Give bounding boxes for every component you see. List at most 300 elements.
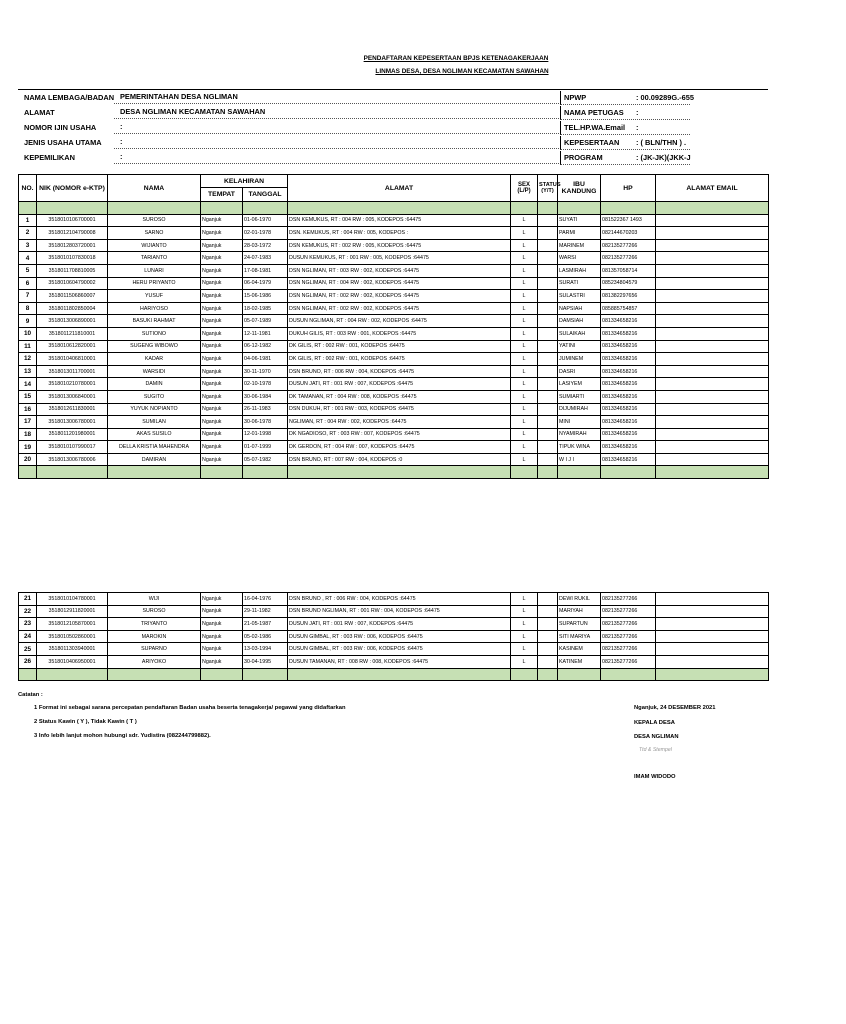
mother-cell: WARSI bbox=[558, 252, 601, 265]
birthplace-cell: Nganjuk bbox=[201, 441, 243, 454]
col-alamat: ALAMAT bbox=[288, 175, 511, 202]
email-cell bbox=[656, 214, 769, 227]
member-table bbox=[18, 174, 769, 479]
birthplace-cell: Nganjuk bbox=[201, 605, 243, 618]
birthplace-cell: Nganjuk bbox=[201, 302, 243, 315]
nik-cell: 3518013006890001 bbox=[37, 315, 108, 328]
sex-cell: L bbox=[511, 643, 538, 656]
mother-cell: MARIYAH bbox=[558, 605, 601, 618]
phone-cell: 081334658216 bbox=[601, 340, 656, 353]
table-row bbox=[19, 302, 769, 315]
phone-cell: 082135277266 bbox=[601, 643, 656, 656]
name-cell: SUTIONO bbox=[108, 327, 201, 340]
col-sex: SEX (L/P) bbox=[511, 175, 538, 202]
table-row bbox=[19, 428, 769, 441]
email-cell bbox=[656, 227, 769, 240]
table-row bbox=[19, 441, 769, 454]
birthplace-cell: Nganjuk bbox=[201, 214, 243, 227]
email-cell bbox=[656, 302, 769, 315]
phone-cell: 081334658216 bbox=[601, 453, 656, 466]
status-cell bbox=[538, 315, 558, 328]
header-value: DESA NGLIMAN KECAMATAN SAWAHAN bbox=[114, 107, 559, 119]
email-cell bbox=[656, 378, 769, 391]
address-cell: DK GILIS, RT : 002 RW : 001, KODEPOS :64475 bbox=[288, 340, 511, 353]
sex-cell: L bbox=[511, 214, 538, 227]
mother-cell: MARINEM bbox=[558, 239, 601, 252]
birthplace-cell: Nganjuk bbox=[201, 290, 243, 303]
sex-cell: L bbox=[511, 378, 538, 391]
signature-place-date: Nganjuk, 24 DESEMBER 2021 bbox=[634, 705, 716, 711]
email-cell bbox=[656, 327, 769, 340]
email-cell bbox=[656, 453, 769, 466]
phone-cell: 082144670203 bbox=[601, 227, 656, 240]
nik-cell: 3518011708810005 bbox=[37, 264, 108, 277]
address-cell: DSN KEMUKUS, RT : 002 RW : 005, KODEPOS :64475 bbox=[288, 239, 511, 252]
signature-title: KEPALA DESA bbox=[634, 720, 675, 726]
member-table-continued bbox=[18, 592, 769, 681]
header-right-label: KEPESERTAAN bbox=[560, 136, 690, 150]
table-footer-band bbox=[19, 668, 769, 681]
address-cell: DK TAMANAN, RT : 004 RW : 008, KODEPOS :64475 bbox=[288, 390, 511, 403]
table-row bbox=[19, 227, 769, 240]
mother-cell: YATINI bbox=[558, 340, 601, 353]
birthplace-cell: Nganjuk bbox=[201, 239, 243, 252]
col-kelahiran: KELAHIRAN bbox=[201, 175, 288, 188]
table-row bbox=[19, 277, 769, 290]
mother-cell: NYAMIRAH bbox=[558, 428, 601, 441]
phone-cell: 081334658216 bbox=[601, 390, 656, 403]
table-row bbox=[19, 390, 769, 403]
sex-cell: L bbox=[511, 252, 538, 265]
birthdate-cell: 17-08-1981 bbox=[243, 264, 288, 277]
mother-cell: NAPSIAH bbox=[558, 302, 601, 315]
row-no: 18 bbox=[19, 428, 37, 441]
status-cell bbox=[538, 252, 558, 265]
nik-cell: 3518013006840001 bbox=[37, 390, 108, 403]
mother-cell: MINI bbox=[558, 416, 601, 429]
col-tanggal: TANGGAL bbox=[243, 188, 288, 202]
birthdate-cell: 01-06-1970 bbox=[243, 214, 288, 227]
name-cell: SUMILAN bbox=[108, 416, 201, 429]
nik-cell: 3518010612820001 bbox=[37, 340, 108, 353]
birthplace-cell: Nganjuk bbox=[201, 365, 243, 378]
address-cell: DUSUN TAMANAN, RT : 008 RW : 008, KODEPOS :64475 bbox=[288, 655, 511, 668]
phone-cell: 081334658216 bbox=[601, 428, 656, 441]
row-no: 21 bbox=[19, 593, 37, 606]
name-cell: SUGITO bbox=[108, 390, 201, 403]
email-cell bbox=[656, 252, 769, 265]
sex-cell: L bbox=[511, 403, 538, 416]
birthplace-cell: Nganjuk bbox=[201, 416, 243, 429]
status-cell bbox=[538, 227, 558, 240]
nik-cell: 3518010502860001 bbox=[37, 630, 108, 643]
header-value: : bbox=[114, 137, 559, 149]
nik-cell: 3518013011700001 bbox=[37, 365, 108, 378]
mother-cell: KASINEM bbox=[558, 643, 601, 656]
address-cell: DUSUN NGLIMAN, RT : 004 RW : 002, KODEPOS :64475 bbox=[288, 315, 511, 328]
phone-cell: 081334658216 bbox=[601, 315, 656, 328]
birthplace-cell: Nganjuk bbox=[201, 593, 243, 606]
signatory-name: IMAM WIDODO bbox=[634, 774, 676, 780]
birthdate-cell: 05-07-1982 bbox=[243, 453, 288, 466]
note-item: 3 Info lebih lanjut mohon hubungi sdr. Yudistira (082244799882). bbox=[34, 733, 211, 739]
birthdate-cell: 05-02-1986 bbox=[243, 630, 288, 643]
mother-cell: W I J I bbox=[558, 453, 601, 466]
col-tempat: TEMPAT bbox=[201, 188, 243, 202]
name-cell: WIJIANTO bbox=[108, 239, 201, 252]
header-right-label: TEL.HP.WA.Email bbox=[560, 121, 690, 135]
sex-cell: L bbox=[511, 264, 538, 277]
address-cell: DSN BRUNO NGLIMAN, RT : 001 RW : 004, KODEPOS :64475 bbox=[288, 605, 511, 618]
mother-cell: LASIYEM bbox=[558, 378, 601, 391]
birthdate-cell: 30-04-1995 bbox=[243, 655, 288, 668]
phone-cell: 082135277266 bbox=[601, 655, 656, 668]
header-row bbox=[18, 91, 768, 105]
header-right-label: PROGRAM bbox=[560, 151, 690, 165]
header-right-value: : ( BLN/THN ) . bbox=[636, 138, 687, 147]
nik-cell: 3518012911820001 bbox=[37, 605, 108, 618]
status-cell bbox=[538, 441, 558, 454]
birthplace-cell: Nganjuk bbox=[201, 403, 243, 416]
email-cell bbox=[656, 264, 769, 277]
status-cell bbox=[538, 365, 558, 378]
row-no: 15 bbox=[19, 390, 37, 403]
header-label: KEPEMILIKAN bbox=[24, 153, 75, 162]
name-cell: WIJI bbox=[108, 593, 201, 606]
phone-cell: 081334658216 bbox=[601, 365, 656, 378]
email-cell bbox=[656, 593, 769, 606]
birthplace-cell: Nganjuk bbox=[201, 252, 243, 265]
birthplace-cell: Nganjuk bbox=[201, 227, 243, 240]
mother-cell: SULASTRI bbox=[558, 290, 601, 303]
header-value: PEMERINTAHAN DESA NGLIMAN bbox=[114, 92, 559, 104]
birthdate-cell: 28-03-1972 bbox=[243, 239, 288, 252]
table-row bbox=[19, 593, 769, 606]
row-no: 17 bbox=[19, 416, 37, 429]
address-cell: DSN. KEMUKUS, RT : 004 RW : 005, KODEPOS : bbox=[288, 227, 511, 240]
stamp-note: Ttd & Stempel bbox=[639, 747, 672, 753]
sex-cell: L bbox=[511, 630, 538, 643]
email-cell bbox=[656, 441, 769, 454]
phone-cell: 082135277266 bbox=[601, 239, 656, 252]
row-no: 2 bbox=[19, 227, 37, 240]
birthplace-cell: Nganjuk bbox=[201, 327, 243, 340]
status-cell bbox=[538, 302, 558, 315]
header-row bbox=[18, 106, 768, 120]
col-no: NO. bbox=[19, 175, 37, 202]
mother-cell: SUPARTUN bbox=[558, 618, 601, 631]
row-no: 11 bbox=[19, 340, 37, 353]
nik-cell: 3518010107990017 bbox=[37, 441, 108, 454]
header-right-value: : 00.09289G.-655 bbox=[636, 93, 694, 102]
sex-cell: L bbox=[511, 441, 538, 454]
address-cell: DUSUN GIMBAL, RT : 003 RW : 006, KODEPOS :64475 bbox=[288, 643, 511, 656]
row-no: 12 bbox=[19, 353, 37, 366]
nik-cell: 3518012104790008 bbox=[37, 227, 108, 240]
header-label: NOMOR IJIN USAHA bbox=[24, 123, 97, 132]
address-cell: DUSUN JATI, RT : 001 RW : 007, KODEPOS :64475 bbox=[288, 378, 511, 391]
name-cell: SUPARNO bbox=[108, 643, 201, 656]
name-cell: TARIANTO bbox=[108, 252, 201, 265]
phone-cell: 085234804579 bbox=[601, 277, 656, 290]
status-cell bbox=[538, 416, 558, 429]
status-cell bbox=[538, 390, 558, 403]
birthdate-cell: 06-12-1982 bbox=[243, 340, 288, 353]
header-right-label: NAMA PETUGAS bbox=[560, 106, 690, 120]
header-right-value: : bbox=[636, 123, 639, 132]
table-row bbox=[19, 643, 769, 656]
sex-cell: L bbox=[511, 605, 538, 618]
name-cell: BASUKI RAHMAT bbox=[108, 315, 201, 328]
birthdate-cell: 12-11-1981 bbox=[243, 327, 288, 340]
table-row bbox=[19, 365, 769, 378]
phone-cell: 085885754857 bbox=[601, 302, 656, 315]
address-cell: DSN KEMUKUS, RT : 004 RW : 005, KODEPOS :64475 bbox=[288, 214, 511, 227]
name-cell: HARIYOSO bbox=[108, 302, 201, 315]
mother-cell: SUYATI bbox=[558, 214, 601, 227]
address-cell: NGLIMAN, RT : 004 RW : 002, KODEPOS :64475 bbox=[288, 416, 511, 429]
birthdate-cell: 15-06-1986 bbox=[243, 290, 288, 303]
phone-cell: 081382297656 bbox=[601, 290, 656, 303]
status-cell bbox=[538, 618, 558, 631]
col-nik: NIK (NOMOR e-KTP) bbox=[37, 175, 108, 202]
header-row bbox=[18, 121, 768, 135]
phone-cell: 082135277266 bbox=[601, 630, 656, 643]
row-no: 23 bbox=[19, 618, 37, 631]
row-no: 20 bbox=[19, 453, 37, 466]
birthplace-cell: Nganjuk bbox=[201, 390, 243, 403]
nik-cell: 3518010604790002 bbox=[37, 277, 108, 290]
row-no: 22 bbox=[19, 605, 37, 618]
phone-cell: 082135277266 bbox=[601, 252, 656, 265]
email-cell bbox=[656, 390, 769, 403]
nik-cell: 3518010406950001 bbox=[37, 655, 108, 668]
sex-cell: L bbox=[511, 453, 538, 466]
name-cell: WARSIDI bbox=[108, 365, 201, 378]
name-cell: YUSUF bbox=[108, 290, 201, 303]
status-cell bbox=[538, 655, 558, 668]
birthdate-cell: 16-04-1976 bbox=[243, 593, 288, 606]
name-cell: SARNO bbox=[108, 227, 201, 240]
sex-cell: L bbox=[511, 390, 538, 403]
status-cell bbox=[538, 264, 558, 277]
name-cell: TRIYANTO bbox=[108, 618, 201, 631]
mother-cell: DIJUMIRAH bbox=[558, 403, 601, 416]
table-row bbox=[19, 239, 769, 252]
phone-cell: 082135277266 bbox=[601, 593, 656, 606]
address-cell: DSN NGLIMAN, RT : 004 RW : 002, KODEPOS :64475 bbox=[288, 277, 511, 290]
email-cell bbox=[656, 290, 769, 303]
nik-cell: 3518011506860007 bbox=[37, 290, 108, 303]
address-cell: DSN BRUNO , RT : 006 RW : 004, KODEPOS :64475 bbox=[288, 593, 511, 606]
phone-cell: 082135277266 bbox=[601, 618, 656, 631]
table-row bbox=[19, 416, 769, 429]
nik-cell: 3518010210780001 bbox=[37, 378, 108, 391]
mother-cell: DAMSIAH bbox=[558, 315, 601, 328]
birthdate-cell: 12-01-1998 bbox=[243, 428, 288, 441]
notes-heading: Catatan : bbox=[18, 692, 43, 698]
birthplace-cell: Nganjuk bbox=[201, 630, 243, 643]
name-cell: LUNARI bbox=[108, 264, 201, 277]
header-label: ALAMAT bbox=[24, 108, 55, 117]
nik-cell: 3518011303940001 bbox=[37, 643, 108, 656]
status-cell bbox=[538, 605, 558, 618]
email-cell bbox=[656, 340, 769, 353]
row-no: 10 bbox=[19, 327, 37, 340]
birthplace-cell: Nganjuk bbox=[201, 315, 243, 328]
nik-cell: 3518012611830001 bbox=[37, 403, 108, 416]
nik-cell: 3518010104780001 bbox=[37, 593, 108, 606]
phone-cell: 082135277266 bbox=[601, 605, 656, 618]
birthdate-cell: 21-05-1987 bbox=[243, 618, 288, 631]
row-no: 7 bbox=[19, 290, 37, 303]
birthdate-cell: 30-11-1970 bbox=[243, 365, 288, 378]
header-label: JENIS USAHA UTAMA bbox=[24, 138, 102, 147]
birthdate-cell: 24-07-1983 bbox=[243, 252, 288, 265]
row-no: 19 bbox=[19, 441, 37, 454]
email-cell bbox=[656, 618, 769, 631]
col-hp: HP bbox=[601, 175, 656, 202]
header-value: : bbox=[114, 152, 559, 164]
birthdate-cell: 30-06-1978 bbox=[243, 416, 288, 429]
sex-cell: L bbox=[511, 655, 538, 668]
address-cell: DUSUN JATI, RT : 001 RW : 007, KODEPOS :64475 bbox=[288, 618, 511, 631]
row-no: 3 bbox=[19, 239, 37, 252]
birthplace-cell: Nganjuk bbox=[201, 353, 243, 366]
mother-cell: SITI MARIYA bbox=[558, 630, 601, 643]
name-cell: SUGENG WIBOWO bbox=[108, 340, 201, 353]
nik-cell: 3518011201980001 bbox=[37, 428, 108, 441]
phone-cell: 081357058714 bbox=[601, 264, 656, 277]
table-row bbox=[19, 378, 769, 391]
row-no: 13 bbox=[19, 365, 37, 378]
address-cell: DSN NGLIMAN, RT : 002 RW : 002, KODEPOS :64475 bbox=[288, 302, 511, 315]
header-right-value: : bbox=[636, 108, 639, 117]
phone-cell: 081334658216 bbox=[601, 327, 656, 340]
status-cell bbox=[538, 643, 558, 656]
birthdate-cell: 01-07-1999 bbox=[243, 441, 288, 454]
status-cell bbox=[538, 277, 558, 290]
status-cell bbox=[538, 378, 558, 391]
birthdate-cell: 02-01-1978 bbox=[243, 227, 288, 240]
col-status: STATUS (Y/T) bbox=[538, 175, 558, 202]
birthplace-cell: Nganjuk bbox=[201, 264, 243, 277]
header-right-value: : (JK-JK)(JKK-J bbox=[636, 153, 691, 162]
name-cell: DELLA KRISTIA MAHENDRA bbox=[108, 441, 201, 454]
row-no: 26 bbox=[19, 655, 37, 668]
table-row bbox=[19, 618, 769, 631]
birthplace-cell: Nganjuk bbox=[201, 340, 243, 353]
mother-cell: KATINEM bbox=[558, 655, 601, 668]
name-cell: AKAS SUSILO bbox=[108, 428, 201, 441]
mother-cell: PARMI bbox=[558, 227, 601, 240]
birthplace-cell: Nganjuk bbox=[201, 428, 243, 441]
header-value: : bbox=[114, 122, 559, 134]
nik-cell: 3518013006780001 bbox=[37, 416, 108, 429]
table-row bbox=[19, 655, 769, 668]
status-cell bbox=[538, 340, 558, 353]
sex-cell: L bbox=[511, 290, 538, 303]
email-cell bbox=[656, 403, 769, 416]
table-row bbox=[19, 214, 769, 227]
name-cell: SUROSO bbox=[108, 605, 201, 618]
table-row bbox=[19, 290, 769, 303]
birthdate-cell: 02-10-1978 bbox=[243, 378, 288, 391]
row-no: 24 bbox=[19, 630, 37, 643]
status-cell bbox=[538, 428, 558, 441]
status-cell bbox=[538, 593, 558, 606]
table-row bbox=[19, 315, 769, 328]
note-item: 2 Status Kawin ( Y ), Tidak Kawin ( T ) bbox=[34, 719, 137, 725]
row-no: 6 bbox=[19, 277, 37, 290]
status-cell bbox=[538, 327, 558, 340]
email-cell bbox=[656, 655, 769, 668]
sex-cell: L bbox=[511, 302, 538, 315]
email-cell bbox=[656, 365, 769, 378]
nik-cell: 3518010406810001 bbox=[37, 353, 108, 366]
sex-cell: L bbox=[511, 365, 538, 378]
table-row bbox=[19, 340, 769, 353]
birthplace-cell: Nganjuk bbox=[201, 643, 243, 656]
status-cell bbox=[538, 214, 558, 227]
header-block bbox=[18, 89, 768, 163]
status-cell bbox=[538, 353, 558, 366]
name-cell: HERU PRIYANTO bbox=[108, 277, 201, 290]
birthplace-cell: Nganjuk bbox=[201, 277, 243, 290]
address-cell: DUSUN GIMBAL, RT : 003 RW : 006, KODEPOS :64475 bbox=[288, 630, 511, 643]
note-item: 1 Format ini sebagai sarana percepatan pendaftaran Badan usaha beserta tenagakerja/ pegawai yang didaftarkan bbox=[34, 705, 346, 711]
name-cell: DAMIRAN bbox=[108, 453, 201, 466]
birthdate-cell: 06-04-1979 bbox=[243, 277, 288, 290]
name-cell: ARIYOKO bbox=[108, 655, 201, 668]
header-row bbox=[18, 136, 768, 150]
birthdate-cell: 05-07-1989 bbox=[243, 315, 288, 328]
table-row bbox=[19, 453, 769, 466]
nik-cell: 3518012803720001 bbox=[37, 239, 108, 252]
nik-cell: 3518011802850004 bbox=[37, 302, 108, 315]
address-cell: DSN NGLIMAN, RT : 002 RW : 002, KODEPOS :64475 bbox=[288, 290, 511, 303]
table-row bbox=[19, 327, 769, 340]
status-cell bbox=[538, 239, 558, 252]
signature-village: DESA NGLIMAN bbox=[634, 734, 679, 740]
phone-cell: 081522367 1493 bbox=[601, 214, 656, 227]
phone-cell: 081334658216 bbox=[601, 403, 656, 416]
mother-cell: SUMIARTI bbox=[558, 390, 601, 403]
nik-cell: 3518013006780006 bbox=[37, 453, 108, 466]
sex-cell: L bbox=[511, 327, 538, 340]
nik-cell: 3518010107830018 bbox=[37, 252, 108, 265]
table-row bbox=[19, 630, 769, 643]
sex-cell: L bbox=[511, 227, 538, 240]
birthplace-cell: Nganjuk bbox=[201, 453, 243, 466]
row-no: 5 bbox=[19, 264, 37, 277]
birthdate-cell: 18-02-1985 bbox=[243, 302, 288, 315]
email-cell bbox=[656, 353, 769, 366]
mother-cell: DEWI RUKIL bbox=[558, 593, 601, 606]
address-cell: DUKUH GILIS, RT : 003 RW : 001, KODEPOS :64475 bbox=[288, 327, 511, 340]
sex-cell: L bbox=[511, 428, 538, 441]
birthdate-cell: 29-11-1982 bbox=[243, 605, 288, 618]
doc-title: PENDAFTARAN KEPESERTAAN BPJS KETENAGAKERJAAN bbox=[363, 55, 549, 62]
table-row bbox=[19, 264, 769, 277]
sex-cell: L bbox=[511, 416, 538, 429]
phone-cell: 081334658216 bbox=[601, 416, 656, 429]
mother-cell: SURATI bbox=[558, 277, 601, 290]
col-email: ALAMAT EMAIL bbox=[656, 175, 769, 202]
name-cell: KADAR bbox=[108, 353, 201, 366]
header-label: NAMA LEMBAGA/BADAN bbox=[24, 93, 115, 102]
col-ibu: IBU KANDUNG bbox=[558, 175, 601, 202]
